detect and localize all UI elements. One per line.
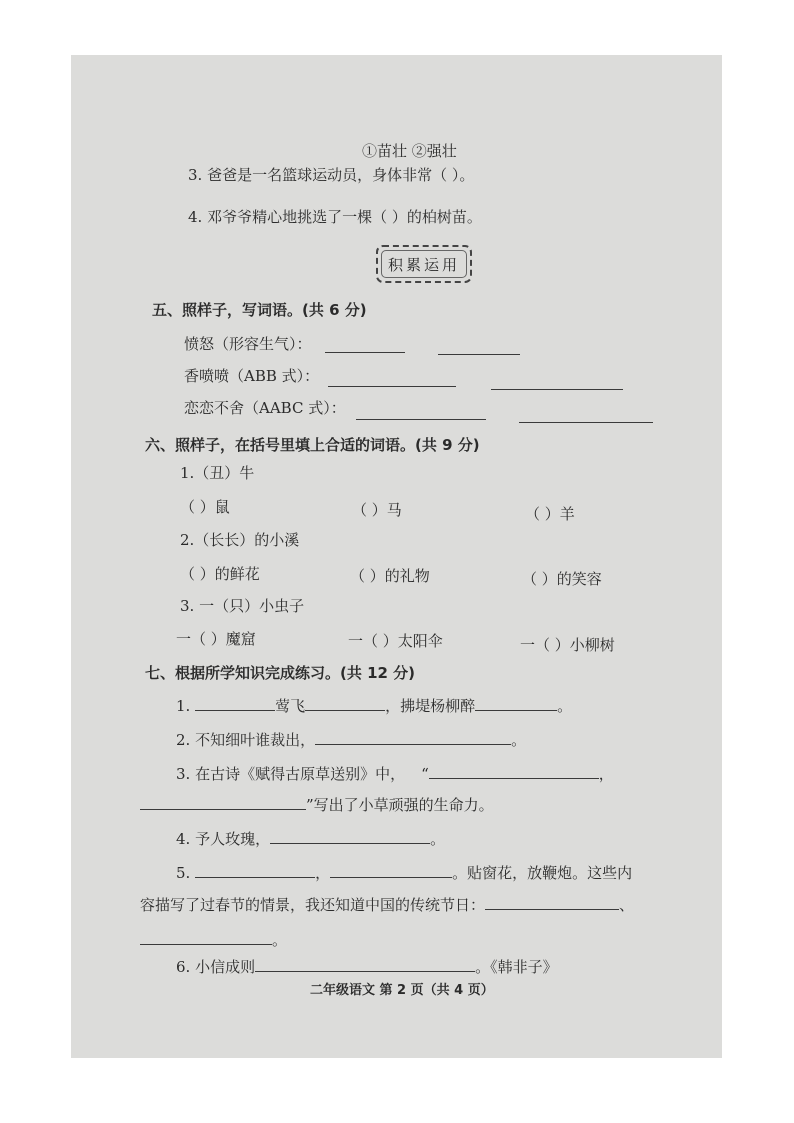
s7-q5-line3 — [140, 930, 287, 950]
s7-q1 — [176, 696, 572, 716]
s7-q6 — [176, 957, 558, 977]
question-4-3: 3. 爸爸是一名篮球运动员，身体非常（ ）。 — [188, 166, 475, 184]
s7-q5-end: 。 — [272, 931, 288, 949]
s5-row1-blank1[interactable] — [325, 352, 405, 353]
s7-q5-rest: 。贴窗花，放鞭炮。这些内 — [452, 864, 633, 882]
s7-q2-end: 。 — [511, 731, 527, 749]
s6-item-rat[interactable]: （ ）鼠 — [180, 498, 230, 516]
s5-row3-blank1[interactable] — [356, 419, 486, 420]
s7-q6-blank[interactable] — [255, 957, 475, 972]
s7-q3-line2 — [140, 795, 494, 815]
s7-q1-text-b: ，拂堤杨柳醉 — [385, 697, 476, 715]
s6-example-1: 1.（丑）牛 — [180, 464, 255, 482]
s7-q5-blank3[interactable] — [485, 895, 619, 910]
s7-q6-text: 6. 小信成则 — [176, 958, 256, 976]
s7-q5-line2-text: 容描写了过春节的情景，我还知道中国的传统节日： — [140, 896, 486, 914]
s6-item-cave[interactable]: 一（ ）魔窟 — [176, 630, 256, 648]
s7-q3-blank1[interactable] — [429, 764, 599, 779]
s7-q2-text: 2. 不知细叶谁裁出， — [176, 731, 316, 749]
s6-item-flower[interactable]: （ ）的鲜花 — [180, 565, 260, 583]
s7-q1-blank3[interactable] — [475, 696, 557, 711]
s7-q2-blank[interactable] — [315, 730, 511, 745]
s7-q1-blank2[interactable] — [305, 696, 385, 711]
s7-q4-blank[interactable] — [270, 829, 430, 844]
s7-q5-blank2[interactable] — [330, 863, 452, 878]
s5-row1-blank2[interactable] — [438, 354, 520, 355]
s6-item-sheep[interactable]: （ ）羊 — [525, 505, 575, 523]
s6-item-willow[interactable]: 一（ ）小柳树 — [520, 636, 615, 654]
s6-example-2: 2.（长长）的小溪 — [180, 531, 300, 549]
s5-row2-label: 香喷喷（ABB 式）： — [184, 367, 320, 385]
s7-q5-num: 5. — [176, 864, 191, 882]
section-6-title: 六、照样子，在括号里填上合适的词语。(共 9 分) — [145, 436, 480, 454]
s7-q4-end: 。 — [430, 830, 446, 848]
s7-q1-end: 。 — [557, 697, 573, 715]
s7-q5-blank1[interactable] — [195, 863, 315, 878]
s7-q4-text: 4. 予人玫瑰， — [176, 830, 271, 848]
s7-q1-text-a: 莺飞 — [275, 697, 306, 715]
s7-q5 — [176, 863, 632, 883]
s6-example-3: 3. 一（只）小虫子 — [180, 597, 305, 615]
s5-row1-label: 愤怒（形容生气）： — [184, 335, 312, 353]
s7-q4 — [176, 829, 445, 849]
s7-q5-comma: ， — [315, 864, 331, 882]
s7-q3-text: 3. 在古诗《赋得古原草送别》中， — [176, 765, 406, 783]
page-footer: 二年级语文 第 2 页（共 4 页） — [310, 983, 494, 998]
s6-item-horse[interactable]: （ ）马 — [352, 501, 402, 519]
s5-row3-label: 恋恋不舍（AABC 式）： — [184, 399, 346, 417]
section-7-title: 七、根据所学知识完成练习。(共 12 分) — [145, 664, 416, 682]
s6-item-smile[interactable]: （ ）的笑容 — [522, 570, 602, 588]
s7-q2 — [176, 730, 526, 750]
section-5-title: 五、照样子，写词语。(共 6 分) — [152, 301, 367, 319]
s5-row3-blank2[interactable] — [519, 422, 653, 423]
s7-q1-num: 1. — [176, 697, 191, 715]
s7-q3 — [176, 764, 614, 784]
s7-q3-tail: ”写出了小草顽强的生命力。 — [306, 796, 494, 814]
s7-q3-quote: “ — [421, 765, 429, 783]
s6-item-gift[interactable]: （ ）的礼物 — [350, 567, 430, 585]
s7-q5-line2 — [140, 895, 634, 915]
s7-q5-mark: 、 — [619, 896, 635, 914]
s7-q5-blank4[interactable] — [140, 930, 272, 945]
question-4-4: 4. 邓爷爷精心地挑选了一棵（ ）的柏树苗。 — [188, 208, 482, 226]
s7-q3-comma: ， — [598, 765, 614, 783]
options-line: ①苗壮 ②强壮 — [362, 142, 457, 160]
s6-item-umbrella[interactable]: 一（ ）太阳伞 — [348, 632, 443, 650]
s7-q6-end: 。《韩非子》 — [475, 958, 558, 976]
s7-q1-blank1[interactable] — [195, 696, 275, 711]
s7-q3-blank2[interactable] — [140, 795, 306, 810]
s5-row2-blank2[interactable] — [491, 389, 623, 390]
section-badge: 积累运用 — [376, 245, 472, 283]
s5-row2-blank1[interactable] — [328, 386, 456, 387]
